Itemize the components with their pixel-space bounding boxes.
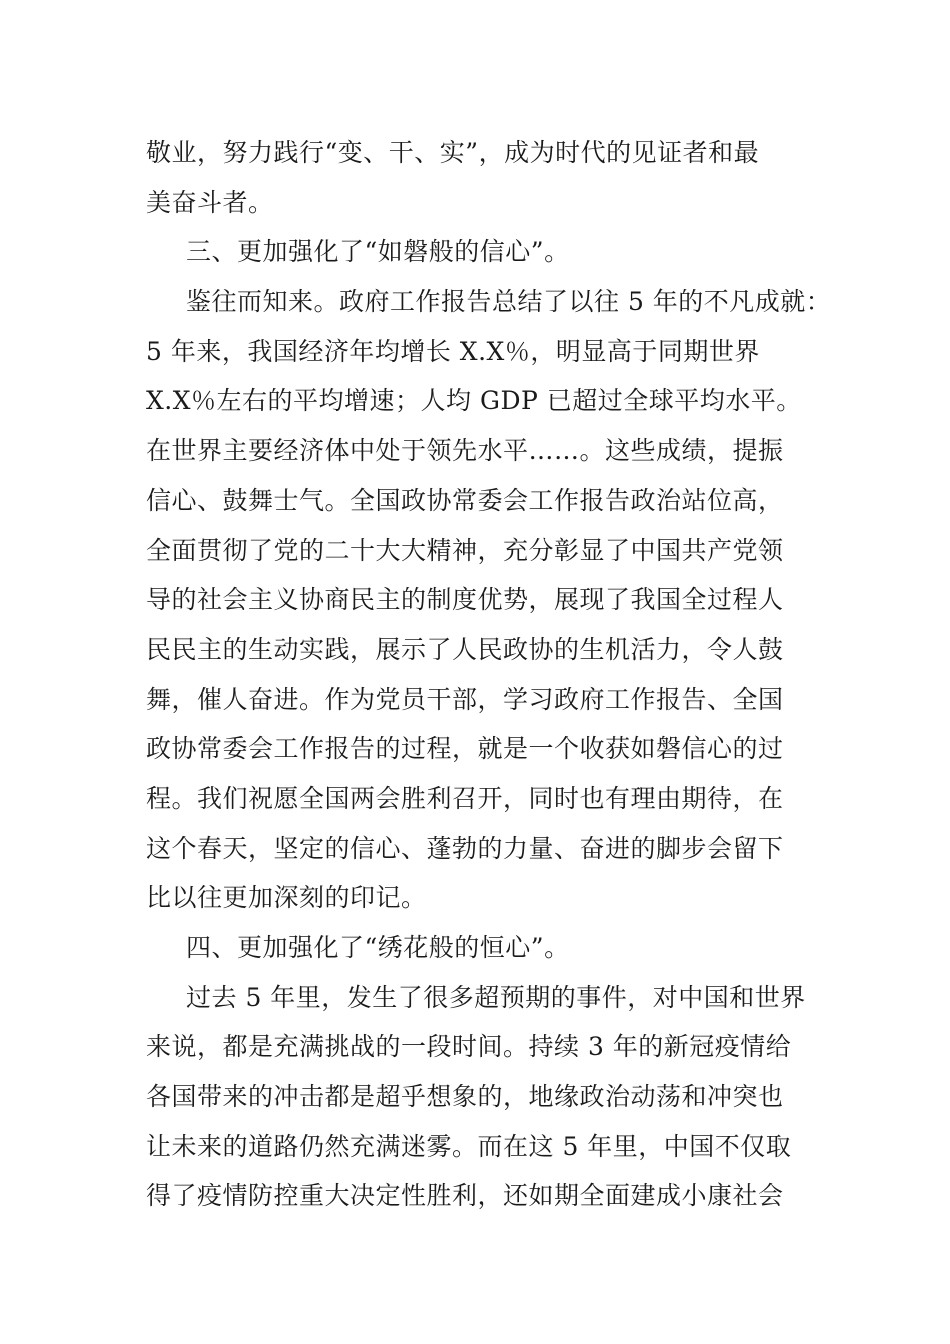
text-line: X.X％左右的平均增速；人均 GDP 已超过全球平均水平。 <box>146 386 802 416</box>
paragraph-start: 过去 5 年里，发生了很多超预期的事件，对中国和世界 <box>186 982 806 1012</box>
paragraph-start: 鉴往而知来。政府工作报告总结了以往 5 年的不凡成就： <box>186 287 832 317</box>
text-line: 美奋斗者。 <box>146 187 274 217</box>
text-line: 敬业，努力践行“变、干、实”，成为时代的见证者和最 <box>146 138 760 167</box>
text-line: 各国带来的冲击都是超乎想象的，地缘政治动荡和冲突也 <box>146 1082 784 1112</box>
text-line: 比以往更加深刻的印记。 <box>146 883 427 913</box>
text-line: 来说，都是充满挑战的一段时间。持续 3 年的新冠疫情给 <box>146 1032 792 1062</box>
text-line: 政协常委会工作报告的过程，就是一个收获如磐信心的过 <box>146 734 784 764</box>
text-line: 全面贯彻了党的二十大大精神，充分彰显了中国共产党领 <box>146 535 784 565</box>
section-heading: 四、更加强化了“绣花般的恒心”。 <box>186 933 570 962</box>
body-text <box>146 128 832 1221</box>
text-line: 民民主的生动实践，展示了人民政协的生机活力，令人鼓 <box>146 634 784 664</box>
text-line: 这个春天，坚定的信心、蓬勃的力量、奋进的脚步会留下 <box>146 833 784 863</box>
text-line: 得了疫情防控重大决定性胜利，还如期全面建成小康社会 <box>146 1181 784 1211</box>
section-heading: 三、更加强化了“如磐般的信心”。 <box>186 237 570 267</box>
text-line: 程。我们祝愿全国两会胜利召开，同时也有理由期待，在 <box>146 783 784 813</box>
text-line: 5 年来，我国经济年均增长 X.X％，明显高于同期世界 <box>146 336 760 366</box>
text-line: 舞，催人奋进。作为党员干部，学习政府工作报告、全国 <box>146 684 784 714</box>
text-line: 导的社会主义协商民主的制度优势，展现了我国全过程人 <box>146 585 784 615</box>
text-line: 在世界主要经济体中处于领先水平……。这些成绩，提振 <box>146 436 784 466</box>
text-line: 信心、鼓舞士气。全国政协常委会工作报告政治站位高， <box>146 485 784 515</box>
text-line: 让未来的道路仍然充满迷雾。而在这 5 年里，中国不仅取 <box>146 1131 792 1161</box>
